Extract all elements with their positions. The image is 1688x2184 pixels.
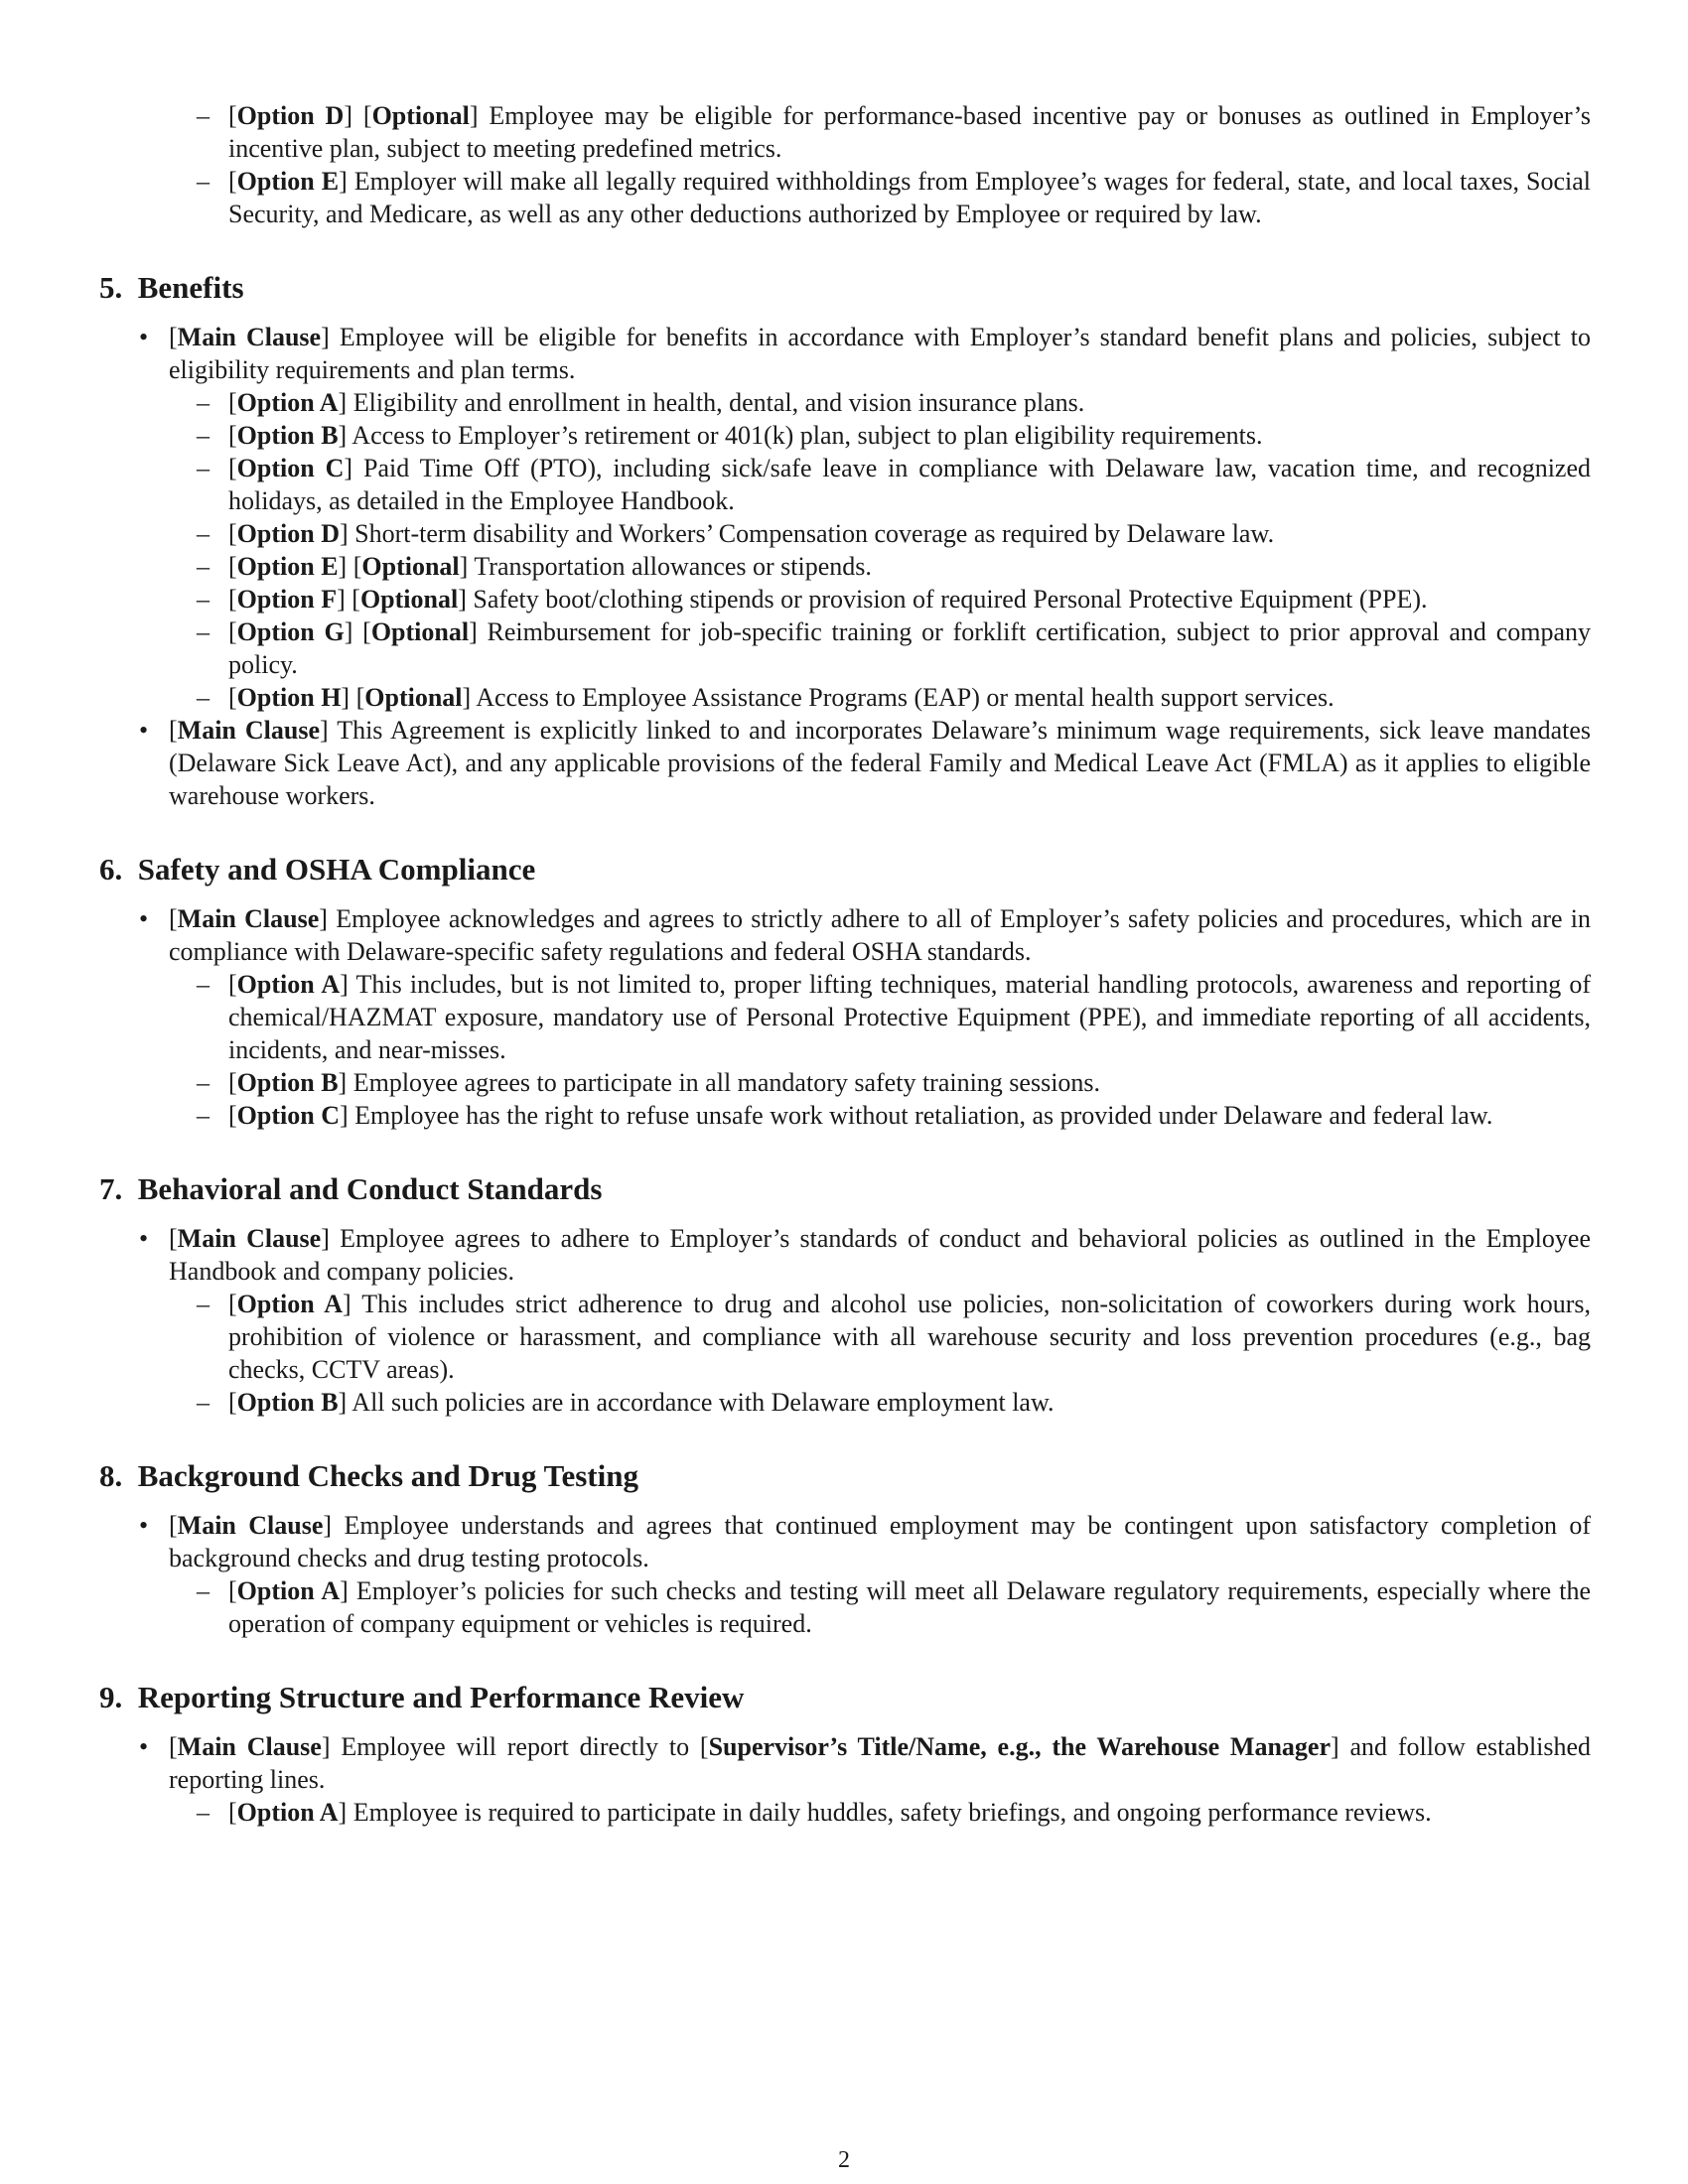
dash-marker: – (197, 421, 210, 450)
section (99, 268, 1591, 812)
option-text: Access to Employer’s retirement or 401(k) plan, subject to plan eligibility requirements. (352, 421, 1263, 450)
option-item (197, 1099, 1591, 1132)
clause-tag: Option G (236, 617, 345, 646)
bracket-close: ] (338, 1798, 348, 1827)
bullet-marker: • (139, 323, 149, 351)
clause-tag: Option B (236, 1388, 339, 1417)
option-item (197, 1386, 1591, 1419)
main-clause-item (139, 902, 1591, 968)
bracket-close: ] (339, 519, 349, 548)
section-title-text: Background Checks and Drug Testing (137, 1458, 638, 1493)
bracket-close: ] (340, 1576, 349, 1605)
option-item (197, 386, 1591, 419)
clause-tag: Option B (236, 1068, 339, 1097)
dash-marker: – (197, 1101, 210, 1130)
dash-marker: – (197, 617, 210, 646)
option-item (197, 550, 1591, 583)
bracket-close: ] (323, 1511, 333, 1540)
clause-tag: Optional (359, 585, 459, 614)
main-clause-item (139, 714, 1592, 812)
bracket-close: ] (321, 1732, 331, 1761)
bracket-open: [ (228, 454, 237, 482)
option-text: Access to Employee Assistance Programs (EAP) or mental health support services. (476, 683, 1335, 712)
option-text: Reimbursement for job-specific training or forklift certification, subject to prior approval and company policy. (228, 617, 1592, 679)
bracket-open: [ (169, 716, 178, 745)
bracket-close: ] (344, 101, 353, 130)
bracket-open: [ (355, 683, 365, 712)
option-text: Safety boot/clothing stipends or provision of required Personal Protective Equipment (PPE). (473, 585, 1428, 614)
clause-tag: Main Clause (177, 323, 322, 351)
dash-marker: – (197, 683, 210, 712)
bracket-open: [ (352, 585, 360, 614)
bracket-close: ] (320, 716, 329, 745)
option-text: Employer’s policies for such checks and testing will meet all Delaware regulatory requirements, especially where the operation of company equipment or vehicles is required. (228, 1576, 1592, 1638)
bracket-close: ] (319, 904, 328, 933)
dash-marker: – (197, 1576, 210, 1605)
clause-tag: Option B (236, 421, 339, 450)
bracket-open: [ (228, 1388, 237, 1417)
dash-marker: – (197, 970, 210, 999)
option-text: Short-term disability and Workers’ Compensation coverage as required by Delaware law. (354, 519, 1275, 548)
bullet-marker: • (139, 716, 149, 745)
clause-tag: Option D (236, 101, 345, 130)
section-title-text: Benefits (137, 270, 244, 305)
clause-tag: Supervisor’s Title/Name, e.g., the Warehouse Manager (708, 1732, 1332, 1761)
section-number: 9. (99, 1680, 123, 1714)
option-item (197, 615, 1592, 681)
bracket-open: [ (228, 683, 237, 712)
bracket-open: [ (228, 519, 237, 548)
page-number: 2 (838, 2147, 850, 2173)
section-heading (99, 850, 1591, 889)
bracket-close: ] (469, 101, 479, 130)
option-text: Employee may be eligible for performance-based incentive pay or bonuses as outlined in Employer’s incentive plan, subject to meeting predefined metrics. (228, 101, 1592, 163)
clause-text: This Agreement is explicitly linked to and incorporates Delaware’s minimum wage requirements, sick leave mandates (Delaware Sick Leave Act), and any applicable provisions of the federal Family and Medical Leave Act (FMLA) as it applies to eligible warehouse workers. (169, 716, 1592, 810)
bracket-open: [ (228, 1798, 237, 1827)
bracket-close: ] (338, 421, 348, 450)
bracket-open: [ (169, 323, 178, 351)
option-item (197, 1796, 1591, 1829)
bracket-close: ] (344, 454, 353, 482)
option-text: Eligibility and enrollment in health, dental, and vision insurance plans. (352, 388, 1085, 417)
option-text: All such policies are in accordance with Delaware employment law. (352, 1388, 1055, 1417)
clause-tag: Option C (236, 454, 345, 482)
bracket-open: [ (228, 1068, 237, 1097)
bracket-close: ] (321, 1224, 330, 1253)
option-text: Employee has the right to refuse unsafe work without retaliation, as provided under Delaware and federal law. (354, 1101, 1493, 1130)
section (99, 1456, 1591, 1640)
main-clause-item (139, 321, 1592, 386)
section-title-text: Safety and OSHA Compliance (137, 852, 536, 887)
bracket-close: ] (344, 617, 353, 646)
bracket-close: ] (338, 1388, 348, 1417)
clause-tag: Option A (236, 1290, 344, 1318)
option-text: This includes, but is not limited to, proper lifting techniques, material handling protocols, awareness and reporting of chemical/HAZMAT exposure, mandatory use of Personal Protective Equipment (PPE), and immediate reporting of all accidents, incidents, and near-misses. (228, 970, 1591, 1064)
section-heading (99, 1456, 1591, 1496)
bracket-close: ] (321, 323, 330, 351)
clause-tag: Option H (236, 683, 342, 712)
bracket-open: [ (228, 421, 237, 450)
bracket-close: ] (458, 585, 467, 614)
bracket-open: [ (352, 552, 362, 581)
dash-marker: – (197, 388, 210, 417)
bracket-open: [ (228, 585, 237, 614)
dash-marker: – (197, 1798, 210, 1827)
option-item (197, 1066, 1591, 1099)
clause-tag: Option A (236, 388, 339, 417)
bracket-open: [ (228, 101, 237, 130)
section-number: 7. (99, 1171, 123, 1206)
option-text: Employee agrees to participate in all mandatory safety training sessions. (352, 1068, 1101, 1097)
option-text: Employer will make all legally required withholdings from Employee’s wages for federal, state, and local taxes, Social Security, and Medicare, as well as any other deductions authorized by Employee or required by law. (228, 167, 1592, 228)
option-text: Employee is required to participate in daily huddles, safety briefings, and ongoing performance reviews. (352, 1798, 1432, 1827)
clause-tag: Optional (371, 101, 470, 130)
dash-marker: – (197, 454, 210, 482)
bracket-open: [ (169, 1732, 178, 1761)
clause-tag: Main Clause (177, 1732, 322, 1761)
bracket-close: ] (343, 1290, 352, 1318)
main-clause-item (139, 1222, 1591, 1288)
bracket-open: [ (228, 167, 237, 196)
option-item (197, 165, 1592, 230)
option-item (197, 452, 1592, 517)
bracket-close: ] (1331, 1732, 1339, 1761)
bracket-open: [ (169, 1224, 178, 1253)
clause-tag: Main Clause (177, 904, 320, 933)
clause-tag: Option A (236, 1576, 341, 1605)
clause-tag: Option A (236, 970, 341, 999)
option-item (197, 583, 1591, 615)
bracket-close: ] (340, 970, 349, 999)
bracket-open: [ (228, 1290, 237, 1318)
section-number: 8. (99, 1458, 123, 1493)
bracket-open: [ (228, 617, 237, 646)
bullet-marker: • (139, 1732, 149, 1761)
section-heading (99, 268, 1591, 308)
clause-text: Employee agrees to adhere to Employer’s standards of conduct and behavioral policies as outlined in the Employee Handbook and company policies. (169, 1224, 1591, 1286)
option-text: This includes strict adherence to drug and alcohol use policies, non-solicitation of coworkers during work hours, prohibition of violence or harassment, and compliance with all warehouse security and loss prevention procedures (e.g., bag checks, CCTV areas). (228, 1290, 1592, 1384)
bracket-close: ] (341, 683, 351, 712)
bracket-open: [ (699, 1732, 709, 1761)
bracket-open: [ (228, 552, 237, 581)
dash-marker: – (197, 167, 210, 196)
section-heading (99, 1169, 1591, 1209)
section (99, 850, 1591, 1132)
bullet-marker: • (139, 1224, 149, 1253)
section-title-text: Behavioral and Conduct Standards (137, 1171, 603, 1206)
dash-marker: – (197, 1290, 210, 1318)
clause-tag: Main Clause (177, 1511, 324, 1540)
clause-text: Employee understands and agrees that continued employment may be contingent upon satisfactory completion of background checks and drug testing protocols. (169, 1511, 1592, 1572)
bracket-close: ] (469, 617, 478, 646)
option-item (197, 1288, 1592, 1386)
clause-tag: Main Clause (177, 1224, 322, 1253)
dash-marker: – (197, 1068, 210, 1097)
bracket-open: [ (228, 388, 237, 417)
clause-text: and follow established reporting lines. (169, 1732, 1592, 1794)
bracket-open: [ (169, 904, 178, 933)
section-heading (99, 1678, 1591, 1717)
dash-marker: – (197, 519, 210, 548)
bracket-close: ] (462, 683, 472, 712)
section (99, 1169, 1591, 1419)
bracket-close: ] (339, 1101, 349, 1130)
bullet-marker: • (139, 1511, 149, 1540)
section (99, 1678, 1591, 1829)
bracket-close: ] (338, 388, 348, 417)
bracket-open: [ (228, 1101, 237, 1130)
clause-text: Employee will report directly to (341, 1732, 690, 1761)
bracket-open: [ (362, 617, 371, 646)
clause-text: Employee acknowledges and agrees to strictly adhere to all of Employer’s safety policies and procedures, which are in compliance with Delaware-specific safety regulations and federal OSHA standards. (169, 904, 1591, 966)
option-text: Transportation allowances or stipends. (474, 552, 872, 581)
clause-tag: Optional (364, 683, 463, 712)
option-item (197, 517, 1591, 550)
main-clause-item (139, 1509, 1592, 1574)
clause-tag: Option F (236, 585, 338, 614)
document-body (99, 99, 1591, 1829)
dash-marker: – (197, 552, 210, 581)
option-text: Paid Time Off (PTO), including sick/safe leave in compliance with Delaware law, vacation time, and recognized holidays, as detailed in the Employee Handbook. (228, 454, 1592, 515)
option-item (197, 968, 1591, 1066)
option-item (197, 419, 1591, 452)
clause-tag: Option E (236, 552, 339, 581)
bracket-close: ] (459, 552, 469, 581)
section-title-text: Reporting Structure and Performance Review (137, 1680, 745, 1714)
option-item (197, 99, 1592, 165)
bracket-open: [ (362, 101, 372, 130)
section-number: 6. (99, 852, 123, 887)
dash-marker: – (197, 101, 210, 130)
dash-marker: – (197, 585, 210, 614)
clause-text: Employee will be eligible for benefits in accordance with Employer’s standard benefit plans and policies, subject to eligibility requirements and plan terms. (169, 323, 1592, 384)
clause-tag: Option A (236, 1798, 339, 1827)
clause-tag: Option D (236, 519, 340, 548)
option-item (197, 681, 1591, 714)
bullet-marker: • (139, 904, 149, 933)
main-clause-item (139, 1730, 1592, 1796)
clause-tag: Main Clause (177, 716, 320, 745)
bracket-open: [ (228, 1576, 237, 1605)
bracket-close: ] (338, 552, 348, 581)
bracket-close: ] (339, 167, 348, 196)
intro-options (99, 99, 1591, 230)
bracket-open: [ (228, 970, 237, 999)
section-number: 5. (99, 270, 123, 305)
dash-marker: – (197, 1388, 210, 1417)
clause-tag: Optional (370, 617, 470, 646)
bracket-close: ] (337, 585, 346, 614)
bracket-close: ] (338, 1068, 348, 1097)
clause-tag: Option E (236, 167, 340, 196)
option-item (197, 1574, 1592, 1640)
bracket-open: [ (169, 1511, 178, 1540)
clause-tag: Optional (361, 552, 460, 581)
clause-tag: Option C (236, 1101, 340, 1130)
